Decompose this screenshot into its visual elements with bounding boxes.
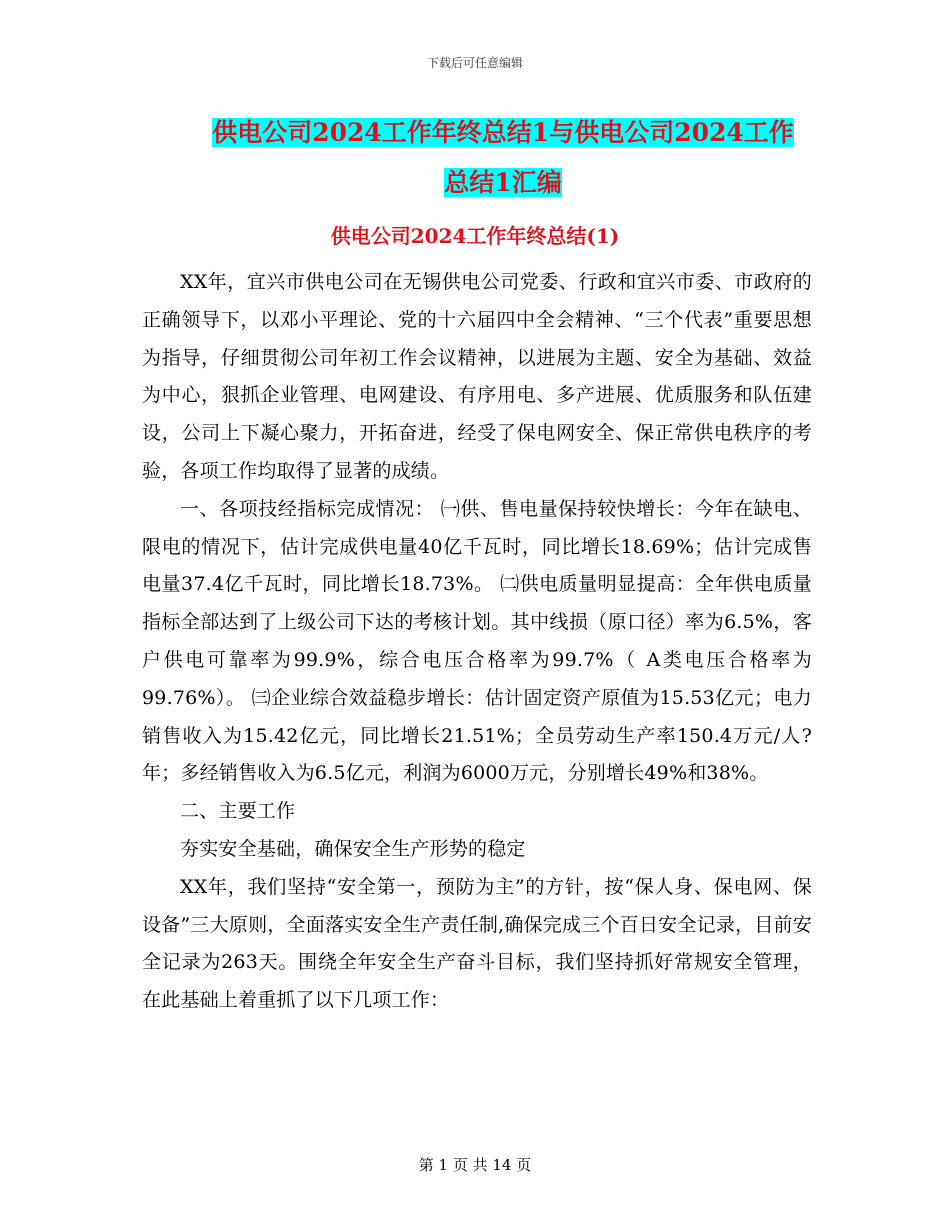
paragraph-safety-detail: XX年，我们坚持“安全第一，预防为主”的方针，按“保人身、保电网、保设备”三大原则，全面落实安全生产责任制,确保完成三个百日安全记录，目前安全记录为263天。围绕全年安全生产奋斗目标，我们坚持抓好常规安全管理，在此基础上着重抓了以下几项工作： xyxy=(142,875,812,1012)
paragraph-main-work-heading: 二、主要工作 xyxy=(180,800,296,823)
document-body xyxy=(142,264,812,1020)
header-note: 下载后可任意编辑 xyxy=(426,56,523,70)
section-title: 供电公司2024工作年终总结(1) xyxy=(330,224,620,248)
page-footer: 第 1 页 共 14 页 xyxy=(418,1156,532,1174)
paragraph-safety-heading: 夯实安全基础，确保安全生产形势的稳定 xyxy=(180,837,526,860)
paragraph-intro: XX年，宜兴市供电公司在无锡供电公司党委、行政和宜兴市委、市政府的正确领导下，以邓小平理论、党的十六届四中全会精神、“三个代表”重要思想为指导，仔细贯彻公司年初工作会议精神，以进展为主题、安全为基础、效益为中心，狠抓企业管理、电网建设、有序用电、多产进展、优质服务和队伍建设，公司上下凝心聚力，开拓奋进，经受了保电网安全、保正常供电秩序的考验，各项工作均取得了显著的成绩。 xyxy=(142,271,812,482)
document-title xyxy=(198,108,808,208)
document-title-line-2: 总结1汇编 xyxy=(444,168,562,197)
document-title-line-1: 供电公司2024工作年终总结1与供电公司2024工作 xyxy=(212,118,794,147)
paragraph-indicators: 一、各项技经指标完成情况： ㈠供、售电量保持较快增长：今年在缺电、限电的情况下，估计完成供电量40亿千瓦时，同比增长18.69%；估计完成售电量37.4亿千瓦时，同比增长18.73%。 ㈡供电质量明显提高：全年供电质量指标全部达到了上级公司下达的考核计划。其中线损（原口径）率为6.5%，客户供电可靠率为99.9%，综合电压合格率为99.7%（ A类电压合格率为99.76%）。 ㈢企业综合效益稳步增长：估计固定资产原值为15.53亿元；电力销售收入为15.42亿元，同比增长21.51%；全员劳动生产率150.4万元/人?年；多经销售收入为6.5亿元，利润为6000万元，分别增长49%和38%。 xyxy=(142,497,812,785)
